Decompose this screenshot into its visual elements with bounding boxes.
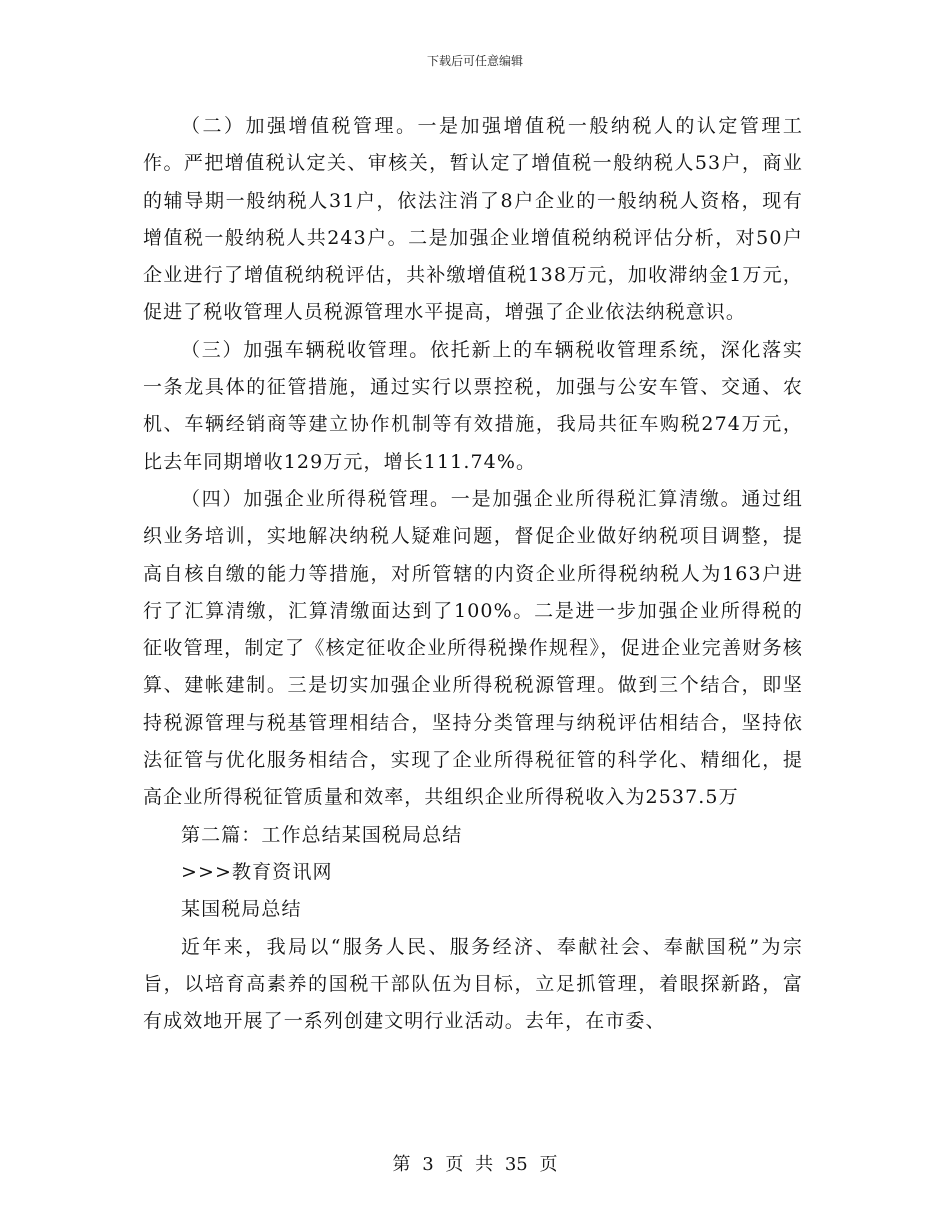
document-body bbox=[143, 108, 803, 1040]
paragraph-corporate-income-tax: （四）加强企业所得税管理。一是加强企业所得税汇算清缴。通过组织业务培训，实地解决纳税人疑难问题，督促企业做好纳税项目调整，提高自核自缴的能力等措施，对所管辖的内资企业所得税纳税人为163户进行了汇算清缴，汇算清缴面达到了100%。二是进一步加强企业所得税的征收管理，制定了《核定征收企业所得税操作规程》，促进企业完善财务核算、建帐建制。三是切实加强企业所得税税源管理。做到三个结合，即坚持税源管理与税基管理相结合，坚持分类管理与纳税评估相结合，坚持依法征管与优化服务相结合，实现了企业所得税征管的科学化、精细化，提高企业所得税征管质量和效率，共组织企业所得税收入为2537.5万 bbox=[143, 487, 803, 809]
page-number-footer: 第 3 页 共 35 页 bbox=[392, 1154, 558, 1175]
source-line: >>>教育资讯网 bbox=[181, 860, 333, 883]
page-header: 下载后可任意编辑 bbox=[426, 54, 523, 68]
section-heading-part-two: 第二篇：工作总结某国税局总结 bbox=[181, 823, 463, 846]
subtitle: 某国税局总结 bbox=[181, 898, 302, 921]
paragraph-vehicle-tax: （三）加强车辆税收管理。依托新上的车辆税收管理系统，深化落实一条龙具体的征管措施，通过实行以票控税，加强与公安车管、交通、农机、车辆经销商等建立协作机制等有效措施，我局共征车购税274万元，比去年同期增收129万元，增长111.74%。 bbox=[143, 338, 803, 473]
paragraph-vat-management: （二）加强增值税管理。一是加强增值税一般纳税人的认定管理工作。严把增值税认定关、审核关，暂认定了增值税一般纳税人53户，商业的辅导期一般纳税人31户，依法注消了8户企业的一般纳税人资格，现有增值税一般纳税人共243户。二是加强企业增值税纳税评估分析，对50户企业进行了增值税纳税评估，共补缴增值税138万元，加收滞纳金1万元，促进了税收管理人员税源管理水平提高，增强了企业依法纳税意识。 bbox=[143, 115, 803, 324]
paragraph-introduction: 近年来，我局以“服务人民、服务经济、奉献社会、奉献国税”为宗旨，以培育高素养的国税干部队伍为目标，立足抓管理，着眼探新路，富有成效地开展了一系列创建文明行业活动。去年，在市委、 bbox=[143, 935, 803, 1033]
